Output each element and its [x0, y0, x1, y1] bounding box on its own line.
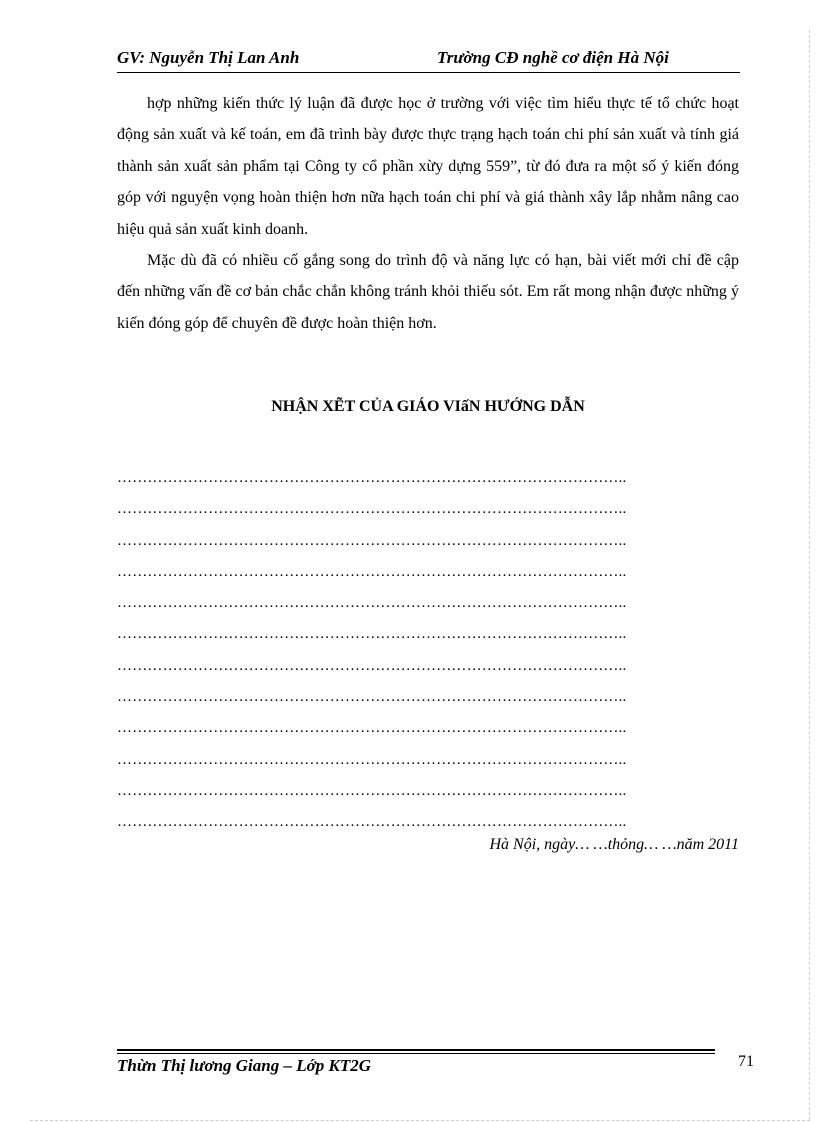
comment-line: ………………………………………………………………………………………..	[117, 782, 627, 799]
page-border-right	[809, 30, 810, 1120]
comment-line: ………………………………………………………………………………………..	[117, 470, 627, 486]
comment-line: ………………………………………………………………………………………..	[117, 814, 627, 831]
comment-line: ………………………………………………………………………………………..	[117, 563, 627, 580]
header-school: Trường CĐ nghề cơ điện Hà Nội	[437, 48, 669, 67]
comment-line: ………………………………………………………………………………………..	[117, 626, 627, 643]
footer-author: Thừn Thị lương Giang – Lớp KT2G	[117, 1056, 371, 1075]
comment-line: ………………………………………………………………………………………..	[117, 689, 627, 706]
comment-line: ………………………………………………………………………………………..	[117, 720, 627, 737]
header-instructor: GV: Nguyễn Thị Lan Anh	[117, 48, 300, 67]
comment-line: ………………………………………………………………………………………..	[117, 751, 627, 768]
paragraph-2: Mặc dù đã có nhiều cố gắng song do trình độ và năng lực có hạn, bài viết mới chỉ đề cập đến những vấn đề cơ bản chắc chắn không tránh khỏi thiếu sót. Em rất mong nhận được những ý kiến đóng góp để chuyên đề được hoàn thiện hơn.	[117, 252, 739, 332]
page-border-bottom	[30, 1120, 810, 1121]
comment-line: ………………………………………………………………………………………..	[117, 501, 627, 518]
footer-divider-thin	[117, 1053, 715, 1054]
footer-divider-thick	[117, 1049, 715, 1051]
comment-line: ………………………………………………………………………………………..	[117, 532, 627, 549]
section-title: NHẬN XẼT CỦA GIÁO VIấN HƯỚNG DẪN	[271, 398, 585, 415]
body-text	[117, 88, 739, 339]
comment-line: ………………………………………………………………………………………..	[117, 657, 627, 674]
header-divider	[117, 72, 740, 73]
comment-line: ………………………………………………………………………………………..	[117, 595, 627, 612]
page-number: 71	[738, 1053, 754, 1070]
date-line: Hà Nội, ngày… …thỏng… …năm 2011	[489, 836, 739, 853]
paragraph-1: hợp những kiến thức lý luận đã được học ở trường với việc tìm hiểu thực tế tổ chức hoạt động sản xuất và kế toán, em đã trình bày được thực trạng hạch toán chi phí sản xuất và tính giá thành sản xuất sản phẩm tại Công ty cổ phần xừy dựng 559”, từ đó đưa ra một số ý kiến đóng góp với nguyện vọng hoàn thiện hơn nữa hạch toán chi phí và giá thành xây lắp nhằm nâng cao hiệu quả sản xuất kinh doanh.	[117, 95, 739, 238]
page-header	[117, 48, 739, 70]
comment-lines	[117, 463, 739, 839]
